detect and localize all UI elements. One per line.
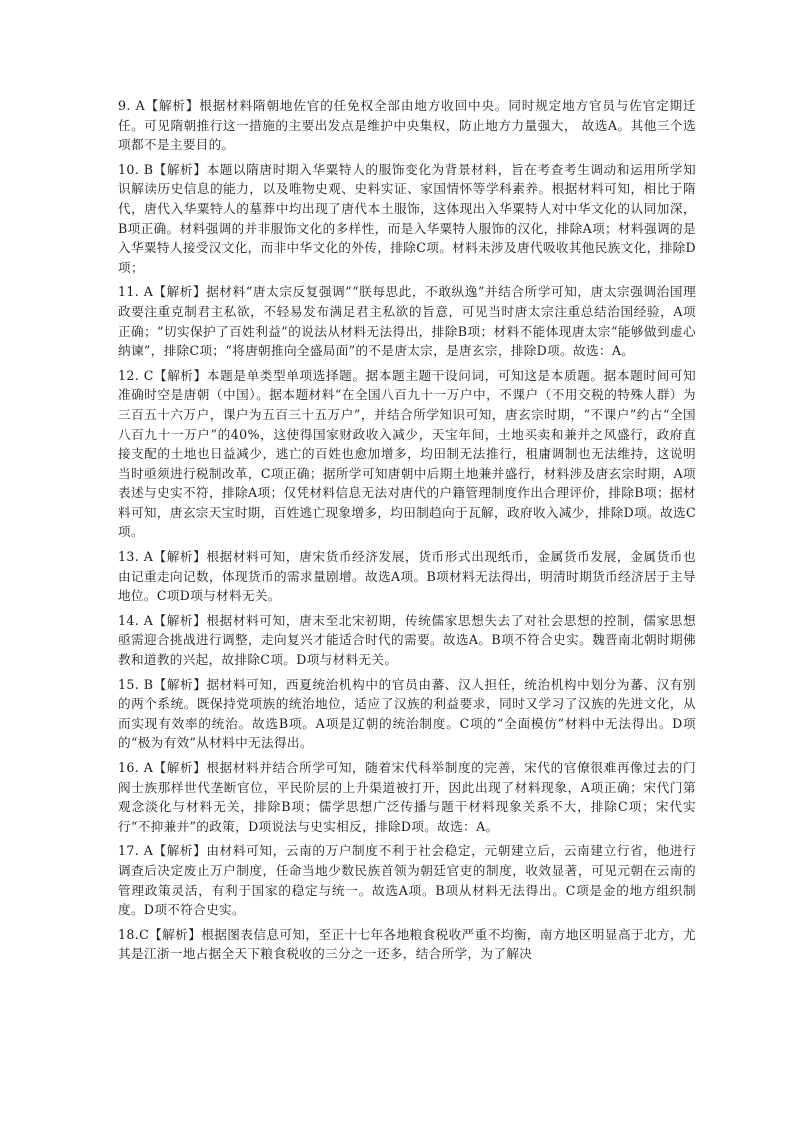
answer-item-9: 9. A【解析】根据材料隋朝地佐官的任免权全部由地方收回中央。同时规定地方官员与佐官定期迁任。可见隋朝推行这一措施的主要出发点是维护中央集权，防止地方力量强大， 故选A。其他三个选项都不是主要目的。 [118,98,696,153]
answer-item-15: 15. B【解析】据材料可知，西夏统治机构中的官员由蕃、汉人担任，统治机构中划分为蕃、汉有别的两个系统。既保持党项族的统治地位，适应了汉族的利益要求，同时又学习了汉族的先进文化，从而实现有效率的统治。故选B项。A项是辽朝的统治制度。C项的“全面模仿”材料中无法得出。D项的“极为有效”从材料中无法得出。 [118,676,696,751]
answer-item-13: 13. A【解析】根据材料可知，唐宋货币经济发展，货币形式出现纸币，金属货币发展，金属货币也由记重走向记数，体现货币的需求量剧增。故选A项。B项材料无法得出，明清时期货币经济居于主导地位。C项D项与材料无关。 [118,549,696,604]
answer-item-12: 12. C【解析】本题是单类型单项选择题。据本题主题干设问词，可知这是本质题。据本题时间可知准确时空是唐朝（中国）。据本题材料“在全国八百九十一万户中，不课户（不用交税的特殊人群）为三百五十六万户，课户为五百三十五万户”，并结合所学知识可知，唐玄宗时期，“不课户”约占“全国八百九十一万户”的40%，这使得国家财政收入减少，天宝年间，土地买卖和兼并之风盛行，政府直接支配的土地也日益减少，逃亡的百姓也愈加增多，均田制无法推行，租庸调制也无法维持，这说明当时亟须进行税制改革，C项正确；据所学可知唐朝中后期土地兼并盛行，材料涉及唐玄宗时期，A项表述与史实不符，排除A项；仅凭材料信息无法对唐代的户籍管理制度作出合理评价，排除B项；据材料可知，唐玄宗天宝时期，百姓逃亡现象增多，均田制趋向于瓦解，政府收入减少，排除D项。故选C项。 [118,367,696,540]
answer-item-14: 14. A【解析】根据材料可知，唐末至北宋初期，传统儒家思想失去了对社会思想的控制，儒家思想亟需迎合挑战进行调整，走向复兴才能适合时代的需要。故选A。B项不符合史实。魏晋南北朝时期佛教和道教的兴起，故排除C项。D项与材料无关。 [118,612,696,668]
answer-item-10: 10. B【解析】本题以隋唐时期入华粟特人的服饰变化为背景材料，旨在考查考生调动和运用所学知识解读历史信息的能力，以及唯物史观、史料实证、家国情怀等学科素养。根据材料可知，相比于隋代，唐代入华粟特人的墓葬中均出现了唐代本土服饰，这体现出入华粟特人对中华文化的认同加深，B项正确。材料强调的并非服饰文化的多样性，而是入华粟特人服饰的汉化，排除A项；材料强调的是入华粟特人接受汉文化，而非中华文化的外传，排除C项。材料未涉及唐代吸收其他民族文化，排除D项； [118,161,696,275]
answer-item-17: 17. A【解析】由材料可知，云南的万户制度不利于社会稳定，元朝建立后，云南建立行省，他进行调查后决定废止万户制度，任命当地少数民族首领为朝廷官吏的制度，收效显著，可见元朝在云南的管理政策灵活，有利于国家的稳定与统一。故选A项。B项从材料无法得出。C项是金的地方组织制度。D项不符合史实。 [118,843,696,918]
answer-item-18: 18.C【解析】根据图表信息可知，至正十七年各地粮食税收严重不均衡，南方地区明显高于北方，尤其是江浙一地占据全天下粮食税收的三分之一还多，结合所学，为了解决 [118,926,696,962]
answer-item-16: 16. A【解析】根据材料并结合所学可知，随着宋代科举制度的完善，宋代的官僚很难再像过去的门阀士族那样世代垄断官位，平民阶层的上升渠道被打开，因此出现了材料现象，A项正确；宋代门第观念淡化与材料无关，排除B项；儒学思想广泛传播与题干材料现象关系不大，排除C项；宋代实行“不抑兼并”的政策，D项说法与史实相反，排除D项。故选：A。 [118,760,696,834]
answer-item-11: 11. A【解析】据材料“唐太宗反复强调”“朕每思此，不敢纵逸”并结合所学可知，唐太宗强调治国理政要注重克制君主私欲，不轻易发布满足君主私欲的旨意，可见当时唐太宗注重总结治国经验，A项正确；“切实保护了百姓利益”的说法从材料无法得出，排除B项；材料不能体现唐太宗“能够做到虚心纳谏”，排除C项；“将唐朝推向全盛局面”的不是唐太宗，是唐玄宗，排除D项。故选：A。 [118,284,696,359]
